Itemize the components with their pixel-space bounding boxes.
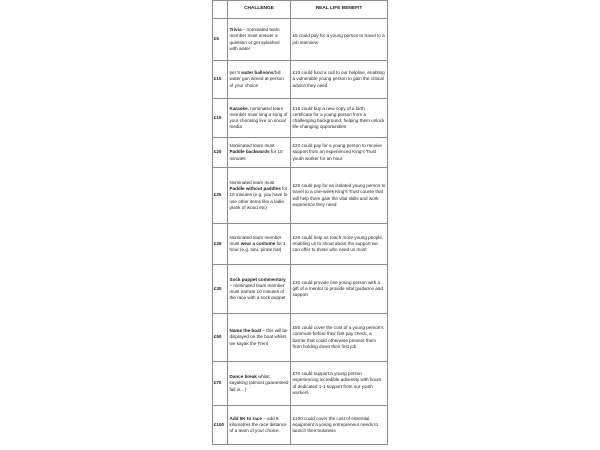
donation-amount: £70 xyxy=(213,362,228,406)
table-row xyxy=(213,314,388,362)
challenge-title: Karaoke xyxy=(229,105,248,111)
header-challenge: CHALLENGE xyxy=(228,1,291,19)
challenge-cell xyxy=(228,314,291,362)
table-row xyxy=(213,61,388,99)
table-header-row xyxy=(213,1,388,19)
table-row xyxy=(213,168,388,224)
header-amount xyxy=(213,1,228,19)
donation-amount: £15 xyxy=(213,99,228,138)
benefit-cell: £20 could pay for a young person to receive support from an experienced King's Trust youth worker for an hour xyxy=(291,138,388,168)
donation-amount: £10 xyxy=(213,61,228,99)
donation-amount: £50 xyxy=(213,314,228,362)
challenge-text: – this will be displayed on the boat whilst we kayak the Trent xyxy=(229,328,288,346)
challenge-text-pre: Nominated team must xyxy=(229,179,275,185)
challenge-cell xyxy=(228,138,291,168)
challenge-title: Sock puppet commentary xyxy=(229,276,286,282)
benefit-cell: £70 could support a young person experiencing incredible adversity with hours of dedicated 1-1 support from our youth workers xyxy=(291,362,388,406)
benefit-cell: £30 could provide one young person with a gift of a mentor to provide vital guidance and support xyxy=(291,265,388,314)
challenge-text: – nominated team member must answer a question or get splashed with water xyxy=(229,27,280,51)
challenge-cell xyxy=(228,99,291,138)
challenge-text: for 10 minutes (e.g. you have to use other items like a ladle plank of wood etc) xyxy=(229,186,288,210)
benefit-cell: £15 could buy a new copy of a birth certificate for a young person from a challenging background, helping them unlock life-changing opportunities xyxy=(291,99,388,138)
table-row xyxy=(213,19,388,61)
challenge-cell xyxy=(228,406,291,445)
challenge-title: Paddle without paddles xyxy=(229,186,281,192)
challenge-cell xyxy=(228,168,291,224)
challenge-title: Dance break xyxy=(229,374,257,380)
benefit-cell: £5 could pay for a young person to travel to a job interview xyxy=(291,19,388,61)
challenge-cell xyxy=(228,19,291,61)
challenge-title: Name the boat xyxy=(229,328,262,334)
challenge-cell xyxy=(228,61,291,99)
challenge-title: Paddle backwards xyxy=(229,149,270,155)
benefit-cell: £100 could cover the cost of essential equipment a young entrepreneur needs to launch their business xyxy=(291,406,388,445)
benefit-cell: £10 could fund a call to our helpline, enabling a vulnerable young person to gain the critical advice they need xyxy=(291,61,388,99)
table-row xyxy=(213,99,388,138)
challenge-text: – add 5 kilometres the race distance of a team of your choice. xyxy=(229,415,287,434)
benefit-cell: £25 could pay for an isolated young person to travel to a one-week King's Trust course that will help them gain the vital skills and work experience they need xyxy=(291,168,388,224)
benefit-cell: £26 could help us reach more young people, enabling us to shout about the support we can offer to those who need us most xyxy=(291,224,388,265)
table-row xyxy=(213,406,388,445)
challenge-cell xyxy=(228,224,291,265)
table-row xyxy=(213,265,388,314)
challenge-cell xyxy=(228,362,291,406)
benefit-cell: £50 could cover the cost of a young person's commute before their first pay check, a barrier that could otherwise prevent them from holding down their first job xyxy=(291,314,388,362)
challenge-text-pre: Nominated team must xyxy=(229,143,275,149)
challenge-text-pre: per 5 xyxy=(229,70,242,76)
challenge-text-pre: Nominated team member must xyxy=(229,234,282,246)
challenge-title: water balloons xyxy=(241,70,274,76)
donation-amount: £25 xyxy=(213,168,228,224)
donation-amount: £30 xyxy=(213,265,228,314)
table-row xyxy=(213,224,388,265)
header-benefit: REAL LIFE BENEFIT xyxy=(291,1,388,19)
challenge-text: for 10 minutes xyxy=(229,149,283,161)
donation-amount: £26 xyxy=(213,224,228,265)
table-row xyxy=(213,362,388,406)
challenge-cell xyxy=(228,265,291,314)
challenge-text: , nominated team member must sing a song of your choosing live on social media xyxy=(229,105,288,130)
challenge-text: – nominated team member must narrate 10 minutes of the race with a sock puppet xyxy=(229,282,286,301)
donation-amount: £5 xyxy=(213,19,228,61)
challenge-title: wear a costume xyxy=(240,240,276,246)
donation-amount: £20 xyxy=(213,138,228,168)
table-row xyxy=(213,138,388,168)
fundraising-table xyxy=(212,0,388,445)
challenge-text: whilst kayaking (almost guaranteed fall in…) xyxy=(229,374,289,392)
challenge-title: Trivia xyxy=(229,27,242,33)
donation-amount: £100 xyxy=(213,406,228,445)
challenge-title: Add 5K to race xyxy=(229,415,262,421)
challenge-text: for 1 hour (e.g. tutu, pirate hat) xyxy=(229,240,286,253)
challenge-text: /full water gun aimed at person of your choice xyxy=(229,70,284,88)
